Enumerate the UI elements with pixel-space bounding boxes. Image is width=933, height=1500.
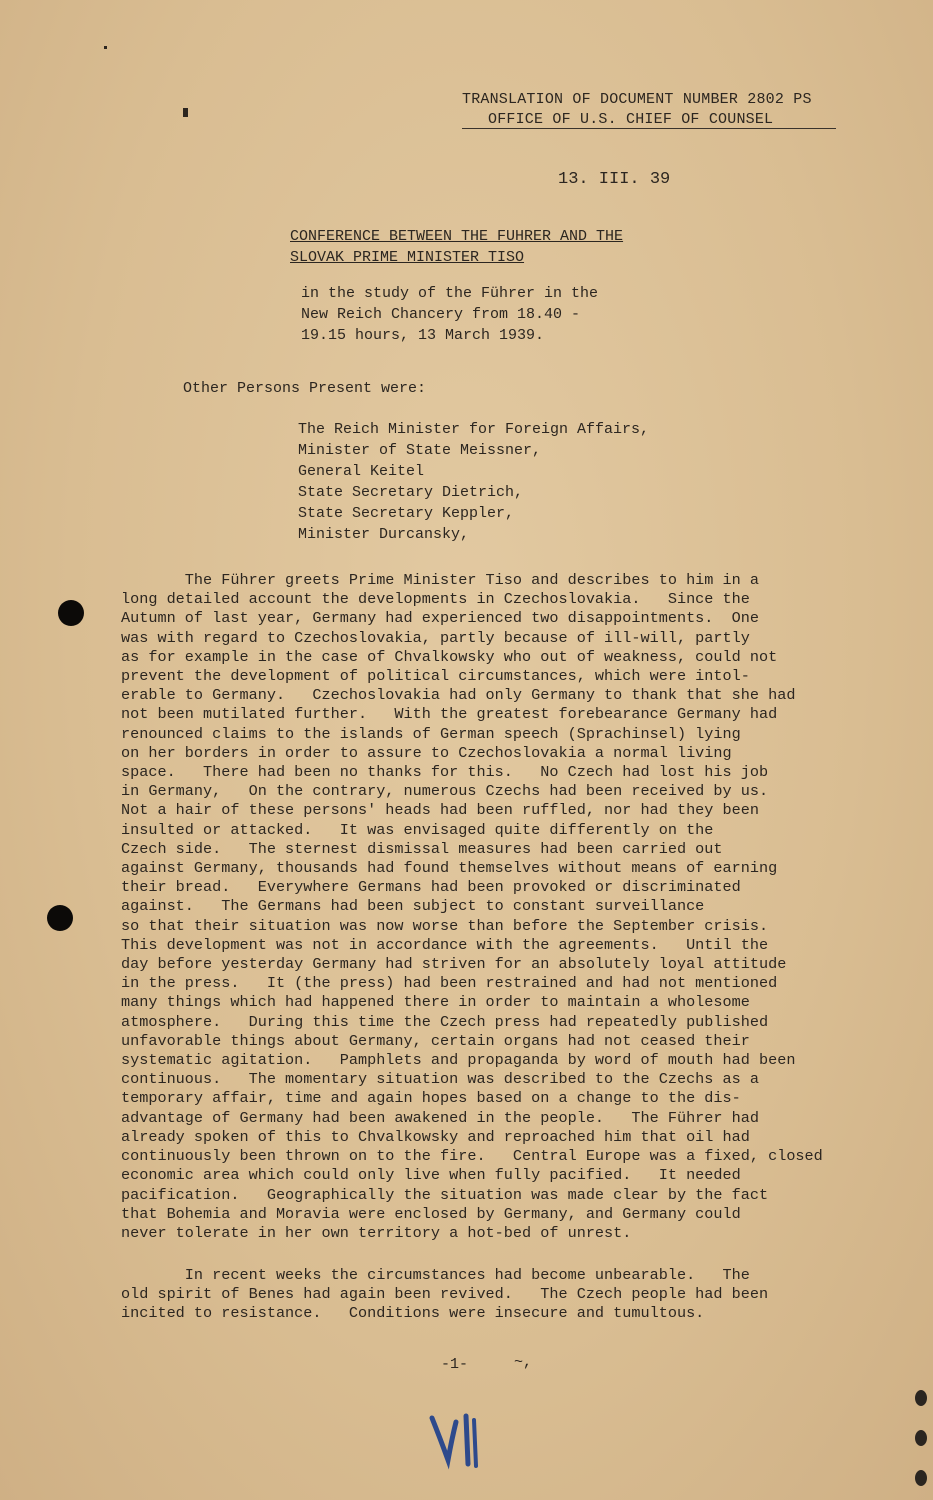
text-line: against Germany, thousands had found themselves without means of earning <box>121 859 778 878</box>
text-line: never tolerate in her own territory a hot-bed of unrest. <box>121 1223 632 1242</box>
attendee: State Secretary Dietrich, <box>298 484 524 501</box>
text-line: pacification. Geographically the situation was made clear by the fact <box>121 1185 769 1204</box>
attendee: Minister of State Meissner, <box>298 442 542 459</box>
edge-mark <box>915 1470 927 1486</box>
text-line: erable to Germany. Czechoslovakia had only Germany to thank that she had <box>121 686 796 705</box>
location-line-2: New Reich Chancery from 18.40 - <box>301 306 581 323</box>
text-line: Not a hair of these persons' heads had been ruffled, nor had they been <box>121 801 759 820</box>
text-line: renounced claims to the islands of German speech (Sprachinsel) lying <box>121 724 741 743</box>
text-line: not been mutilated further. With the greatest forebearance Germany had <box>121 705 778 724</box>
header-line-2: OFFICE OF U.S. CHIEF OF COUNSEL <box>488 111 774 128</box>
text-line: on her borders in order to assure to Czechoslovakia a normal living <box>121 743 732 762</box>
attendee: General Keitel <box>298 463 425 480</box>
document-title <box>290 226 623 268</box>
page-number: -1- <box>441 1356 469 1373</box>
text-line: space. There had been no thanks for this. No Czech had lost his job <box>121 763 769 782</box>
text-line: advantage of Germany had been awakened in the people. The Führer had <box>121 1108 759 1127</box>
text-line: unfavorable things about Germany, certain organs had not ceased their <box>121 1031 750 1050</box>
meeting-location <box>301 283 598 346</box>
body-paragraph-1 <box>121 571 823 1243</box>
punch-hole <box>47 905 73 931</box>
handwritten-initials-mark <box>426 1408 486 1472</box>
text-line: This development was not in accordance with the agreements. Until the <box>121 935 769 954</box>
text-line: atmosphere. During this time the Czech press had repeatedly published <box>121 1012 769 1031</box>
title-line-2: SLOVAK PRIME MINISTER TISO <box>290 249 525 266</box>
text-line: The Führer greets Prime Minister Tiso and describes to him in a <box>121 571 759 589</box>
text-line: their bread. Everywhere Germans had been provoked or discriminated <box>121 878 741 897</box>
attendee-list <box>298 419 649 545</box>
ink-speck <box>104 46 107 49</box>
text-line: temporary affair, time and again hopes based on a change to the dis- <box>121 1089 741 1108</box>
text-line: Autumn of last year, Germany had experienced two disappointments. One <box>121 609 759 628</box>
text-line: so that their situation was now worse than before the September crisis. <box>121 916 769 935</box>
text-line: that Bohemia and Moravia were enclosed by Germany, and Germany could <box>121 1204 741 1223</box>
text-line: in Germany, On the contrary, numerous Czechs had been received by us. <box>121 782 769 801</box>
text-line: was with regard to Czechoslovakia, partly because of ill-will, partly <box>121 628 750 647</box>
text-line: continuous. The momentary situation was described to the Czechs as a <box>121 1070 759 1089</box>
text-line: Czech side. The sternest dismissal measures had been carried out <box>121 839 723 858</box>
text-line: insulted or attacked. It was envisaged quite differently on the <box>121 820 714 839</box>
edge-mark <box>915 1390 927 1406</box>
body-paragraph-2 <box>121 1266 768 1324</box>
others-present-label: Other Persons Present were: <box>183 380 427 397</box>
text-line: already spoken of this to Chvalkowsky and reproached him that oil had <box>121 1127 750 1146</box>
text-line: continuously been thrown on to the fire. Central Europe was a fixed, closed <box>121 1147 823 1166</box>
text-line: day before yesterday Germany had striven for an absolutely loyal attitude <box>121 955 787 974</box>
text-line: many things which had happened there in order to maintain a wholesome <box>121 993 750 1012</box>
text-line: long detailed account the developments in Czechoslovakia. Since the <box>121 590 750 609</box>
text-line: systematic agitation. Pamphlets and propaganda by word of mouth had been <box>121 1051 796 1070</box>
text-line: incited to resistance. Conditions were insecure and tumultous. <box>121 1304 705 1323</box>
attendee: The Reich Minister for Foreign Affairs, <box>298 421 650 438</box>
text-line: against. The Germans had been subject to constant surveillance <box>121 897 705 916</box>
document-date: 13. III. 39 <box>558 170 671 189</box>
text-line: In recent weeks the circumstances had become unbearable. The <box>121 1266 750 1284</box>
text-line: in the press. It (the press) had been restrained and had not mentioned <box>121 974 778 993</box>
edge-mark <box>915 1430 927 1446</box>
location-line-1: in the study of the Führer in the <box>301 285 599 302</box>
text-line: prevent the development of political circumstances, which were intol- <box>121 667 750 686</box>
pencil-mark: ~, <box>514 1354 533 1371</box>
header-underline <box>462 128 836 129</box>
title-line-1: CONFERENCE BETWEEN THE FUHRER AND THE <box>290 228 624 245</box>
header-line-1: TRANSLATION OF DOCUMENT NUMBER 2802 PS <box>462 91 812 108</box>
attendee: Minister Durcansky, <box>298 526 470 543</box>
location-line-3: 19.15 hours, 13 March 1939. <box>301 327 545 344</box>
attendee: State Secretary Keppler, <box>298 505 515 522</box>
text-line: as for example in the case of Chvalkowsky who out of weakness, could not <box>121 647 778 666</box>
punch-hole <box>58 600 84 626</box>
translation-header <box>462 90 812 130</box>
text-line: old spirit of Benes had again been revived. The Czech people had been <box>121 1285 769 1304</box>
ink-speck <box>183 108 188 117</box>
text-line: economic area which could only live when fully pacified. It needed <box>121 1166 741 1185</box>
